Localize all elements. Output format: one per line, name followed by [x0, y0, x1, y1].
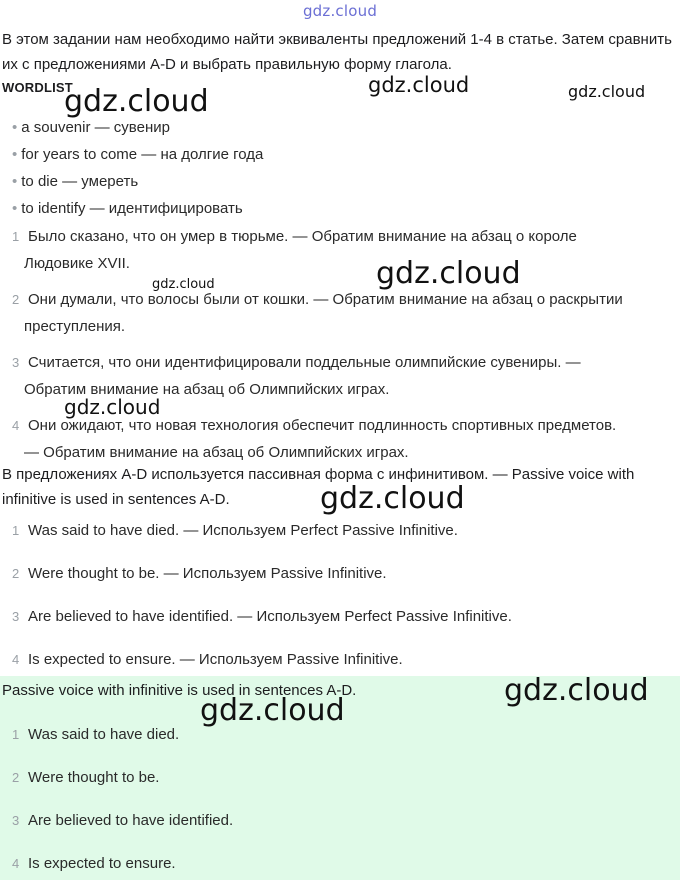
- site-logo[interactable]: gdz.cloud: [302, 2, 378, 20]
- bullet-dot-icon: •: [12, 119, 18, 136]
- watermark: gdz.cloud: [64, 84, 209, 119]
- explanation-text: Are believed to have identified. — Используем Perfect Passive Infinitive.: [28, 608, 512, 625]
- explanation-number: 2: [12, 566, 20, 581]
- task-text: Считается, что они идентифицировали поддельные олимпийские сувениры. —: [28, 354, 581, 371]
- explanation-text: Was said to have died. — Используем Perfect Passive Infinitive.: [28, 522, 458, 539]
- answer-number: 4: [12, 856, 20, 871]
- answer-text: Were thought to be.: [28, 769, 160, 786]
- watermark: gdz.cloud: [200, 693, 345, 728]
- explanation-item: [12, 560, 676, 587]
- answer-item: [12, 850, 676, 877]
- task-text: Они думали, что волосы были от кошки. — Обратим внимание на абзац о раскрытии: [28, 291, 623, 308]
- task-number: 1: [12, 229, 20, 244]
- task-text-continued: — Обратим внимание на абзац об Олимпийских играх.: [24, 444, 409, 461]
- bullet-dot-icon: •: [12, 146, 18, 163]
- answer-text: Was said to have died.: [28, 726, 180, 743]
- watermark: gdz.cloud: [376, 256, 521, 291]
- explanation-number: 1: [12, 523, 20, 538]
- wordlist-item: • a souvenir — сувенир: [12, 119, 170, 136]
- bullet-dot-icon: •: [12, 173, 18, 190]
- answer-number: 2: [12, 770, 20, 785]
- watermark: gdz.cloud: [152, 277, 215, 292]
- task-text: Было сказано, что он умер в тюрьме. — Обратим внимание на абзац о короле: [28, 228, 577, 245]
- watermark: gdz.cloud: [568, 82, 646, 101]
- explanation-text: Were thought to be. — Используем Passive Infinitive.: [28, 565, 387, 582]
- watermark: gdz.cloud: [320, 481, 465, 516]
- passive-note: В предложениях A-D используется пассивная форма с инфинитивом. — Passive voice with infinitive is used in sentences A-D.: [2, 466, 635, 508]
- explanation-item: [12, 603, 676, 630]
- wordlist-item: • to identify — идентифицировать: [12, 200, 243, 217]
- explanation-item: [12, 646, 676, 673]
- task-number: 3: [12, 355, 20, 370]
- answer-text: Are believed to have identified.: [28, 812, 234, 829]
- wordlist-heading: WORDLIST: [2, 80, 73, 95]
- explanation-text: Is expected to ensure. — Используем Passive Infinitive.: [28, 651, 403, 668]
- task-item: [12, 223, 676, 277]
- task-text-continued: преступления.: [24, 318, 126, 335]
- task-number: 2: [12, 292, 20, 307]
- watermark: gdz.cloud: [64, 395, 161, 419]
- explanation-number: 4: [12, 652, 20, 667]
- answer-item: [12, 764, 676, 791]
- answer-number: 3: [12, 813, 20, 828]
- answer-number: 1: [12, 727, 20, 742]
- watermark: gdz.cloud: [368, 73, 470, 97]
- watermark: gdz.cloud: [504, 673, 649, 708]
- explanation-item: [12, 517, 676, 544]
- task-item: [12, 412, 676, 466]
- answer-title: Passive voice with infinitive is used in sentences A-D.: [2, 682, 357, 699]
- task-text-continued: Людовике XVII.: [24, 255, 130, 272]
- intro-text: В этом задании нам необходимо найти эквиваленты предложений 1-4 в статье. Затем сравнить их с предложениями A-D и выбрать правильную форму глагола.: [2, 31, 672, 73]
- task-number: 4: [12, 418, 20, 433]
- task-item: [12, 286, 676, 340]
- bullet-dot-icon: •: [12, 200, 18, 217]
- task-text: Они ожидают, что новая технология обеспечит подлинность спортивных предметов.: [28, 417, 617, 434]
- explanation-number: 3: [12, 609, 20, 624]
- answer-text: Is expected to ensure.: [28, 855, 176, 872]
- wordlist-item: • for years to come — на долгие года: [12, 146, 264, 163]
- task-text-continued: Обратим внимание на абзац об Олимпийских играх.: [24, 381, 390, 398]
- answer-item: [12, 807, 676, 834]
- wordlist-item: • to die — умереть: [12, 173, 139, 190]
